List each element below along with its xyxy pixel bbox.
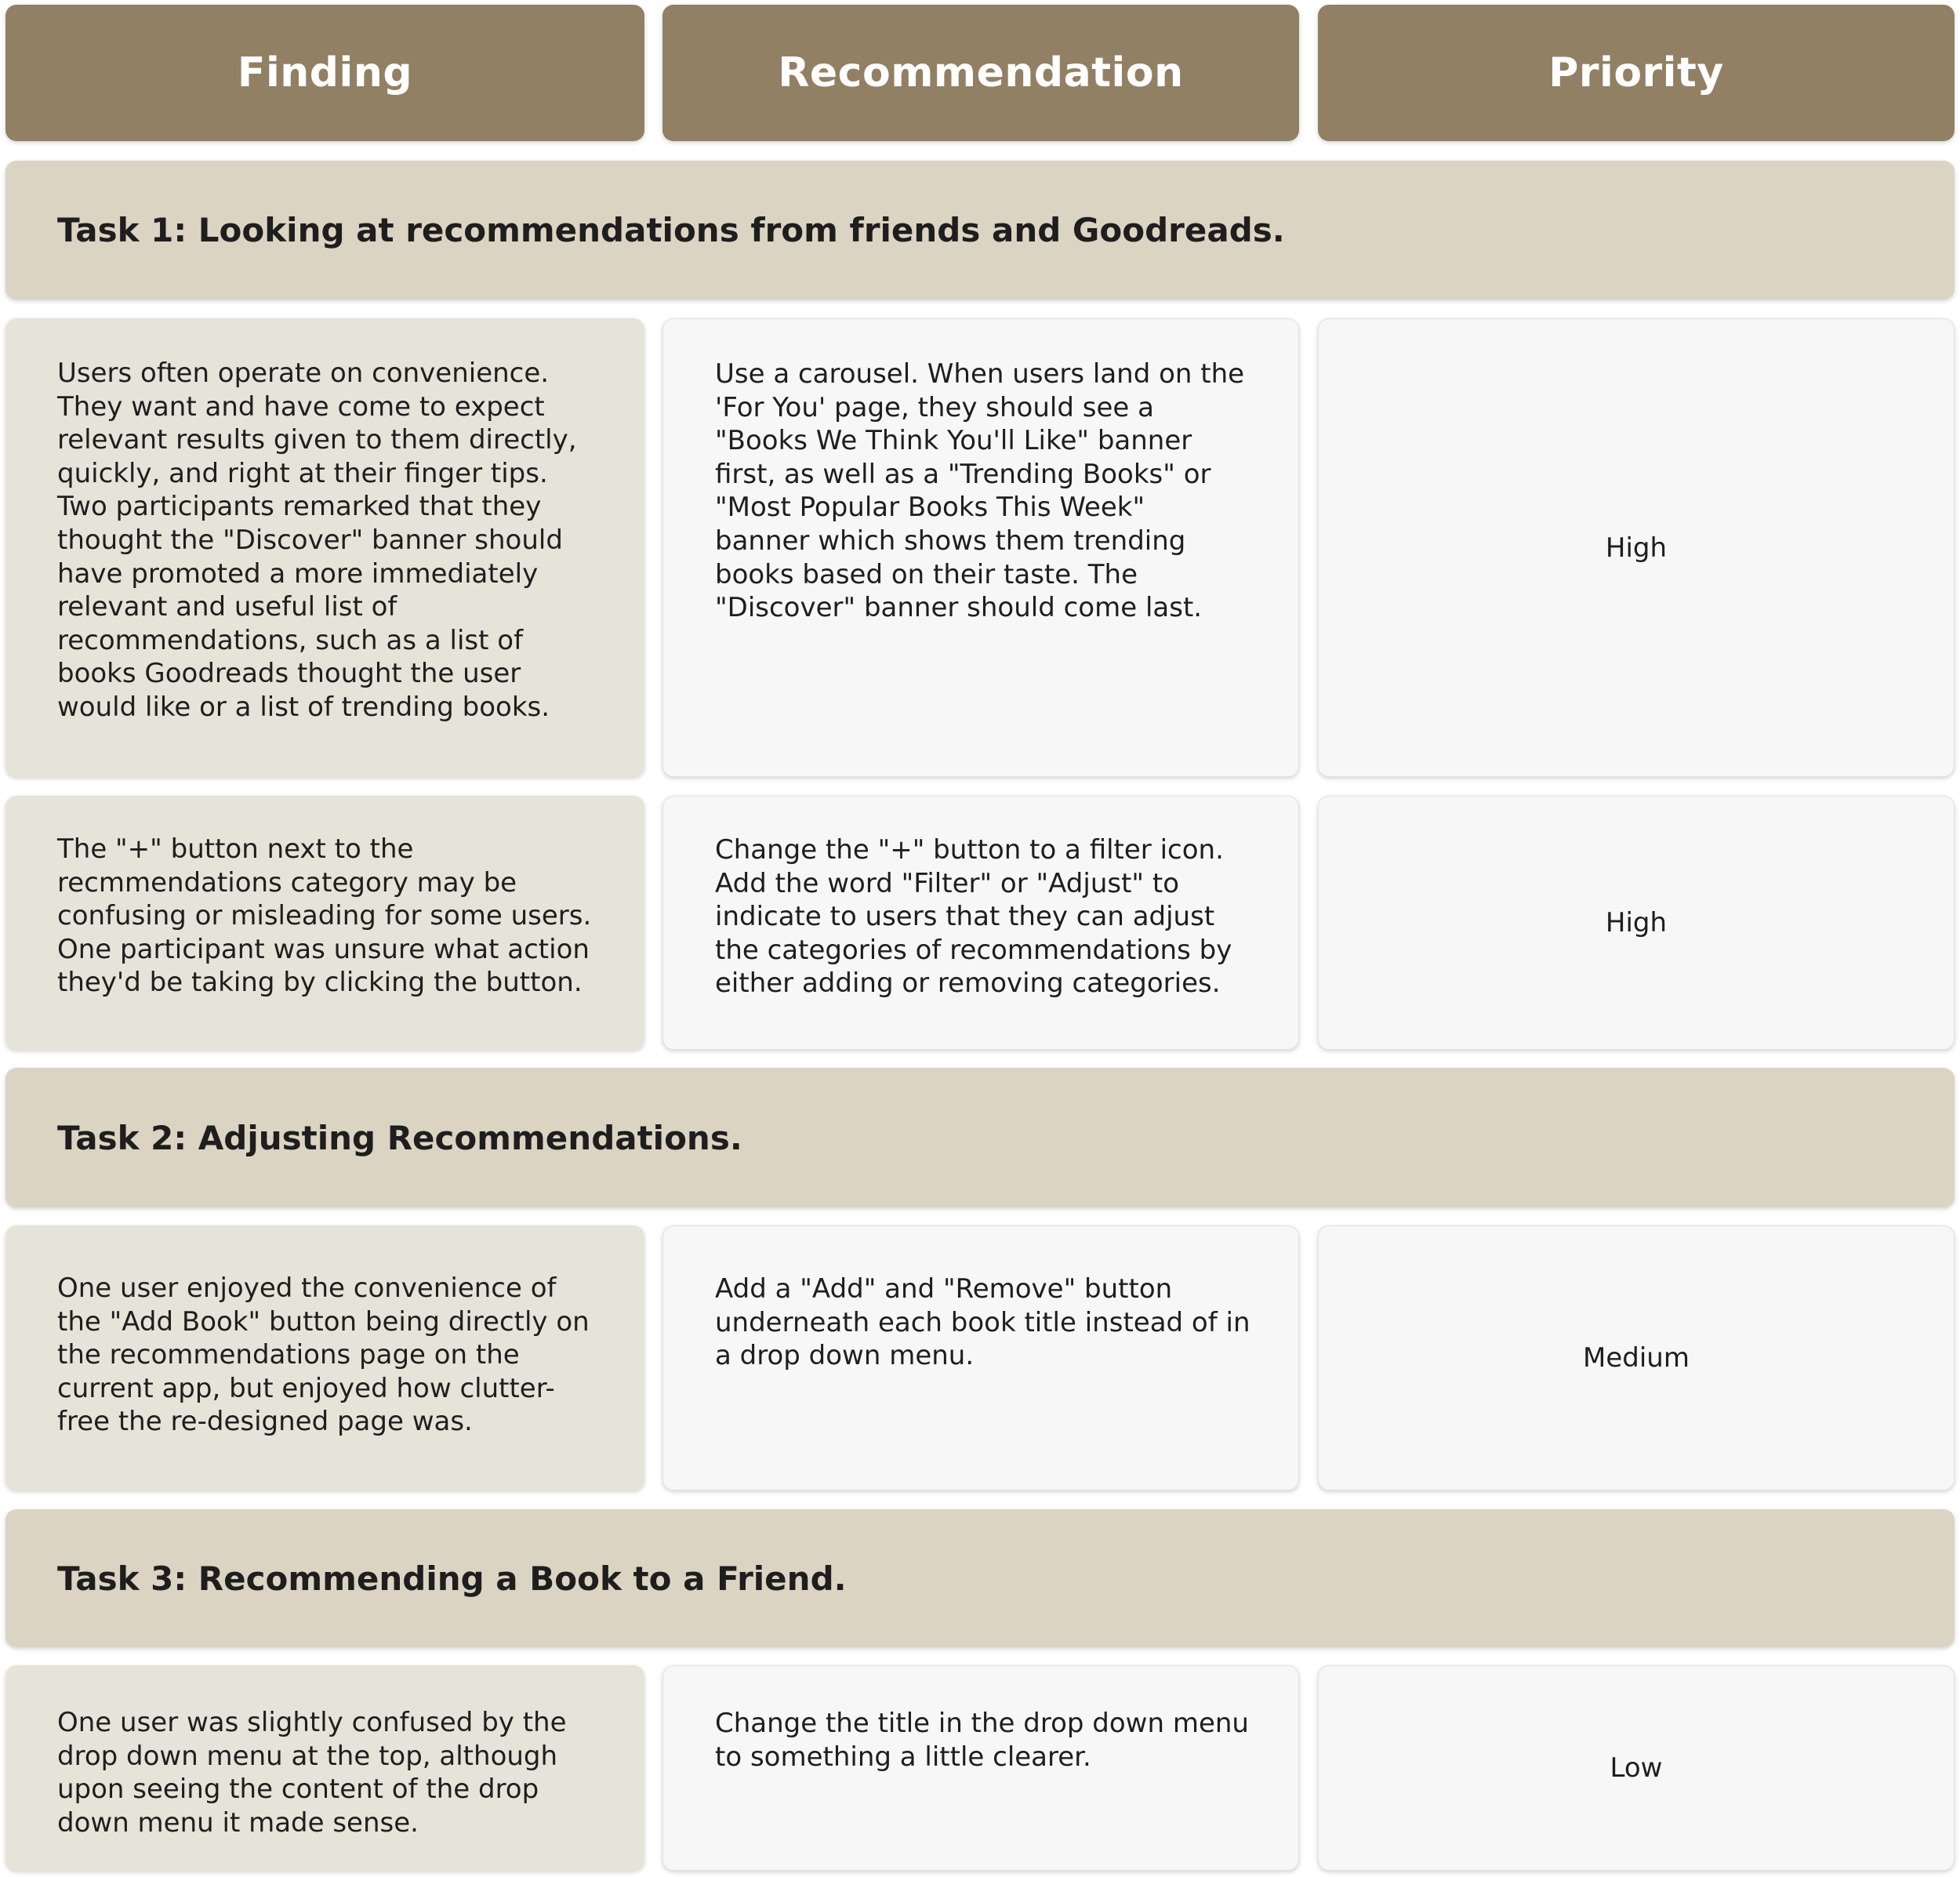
- finding-text: The "+" button next to the recmmendations category may be confusing or misleading for some users. One participant was unsure what action they'd be taking by clicking the button.: [57, 833, 592, 999]
- table-row-recommendation: [662, 1665, 1299, 1871]
- table-row-finding: [5, 318, 644, 777]
- table-row-recommendation: [662, 796, 1299, 1050]
- header-finding: Finding: [5, 5, 644, 141]
- table-row-recommendation: [662, 318, 1299, 777]
- priority-cell: [1318, 1665, 1955, 1871]
- table-row-finding: [5, 1225, 644, 1490]
- priority-text: Medium: [1583, 1342, 1690, 1374]
- priority-cell: [1318, 1225, 1955, 1490]
- priority-text: High: [1605, 907, 1668, 938]
- priority-cell: [1318, 318, 1955, 777]
- recommendation-text: Change the "+" button to a filter icon. Add the word "Filter" or "Adjust" to indicate to users that they can adjust the categories of recommendations by either adding or removing categories.: [715, 834, 1232, 1000]
- task-2-title: Task 2: Adjusting Recommendations.: [5, 1068, 1955, 1207]
- header-recommendation: Recommendation: [662, 5, 1299, 141]
- finding-text: One user enjoyed the convenience of the "Add Book" button being directly on the recommendations page on the current app, but enjoyed how clutter- free the re-designed page was.: [57, 1273, 590, 1438]
- table-row-recommendation: [662, 1225, 1299, 1490]
- header-priority: Priority: [1318, 5, 1955, 141]
- task-1-title: Task 1: Looking at recommendations from friends and Goodreads.: [5, 161, 1955, 300]
- recommendation-text: Change the title in the drop down menu to something a little clearer.: [715, 1708, 1249, 1773]
- finding-text: One user was slightly confused by the drop down menu at the top, although upon seeing the content of the drop down menu it made sense.: [57, 1707, 567, 1839]
- table-row-finding: [5, 796, 644, 1050]
- task-3-title: Task 3: Recommending a Book to a Friend.: [5, 1509, 1955, 1647]
- recommendation-text: Use a carousel. When users land on the 'For You' page, they should see a "Books We Think You'll Like" banner first, as well as a "Trending Books" or "Most Popular Books This Week" banner which shows them trending books based on their taste. The "Discover" banner should come last.: [715, 358, 1245, 624]
- priority-text: Low: [1610, 1752, 1663, 1784]
- table-row-finding: [5, 1665, 644, 1871]
- priority-text: High: [1605, 532, 1668, 564]
- priority-cell: [1318, 796, 1955, 1050]
- recommendation-text: Add a "Add" and "Remove" button underneath each book title instead of in a drop down menu.: [715, 1273, 1250, 1372]
- finding-text: Users often operate on convenience. They want and have come to expect relevant results given to them directly, quickly, and right at their finger tips. Two participants remarked that they thought the "Discover" banner should have promoted a more immediately relevant and useful list of recommendations, such as a list of books Goodreads thought the user would like or a list of trending books.: [57, 358, 577, 723]
